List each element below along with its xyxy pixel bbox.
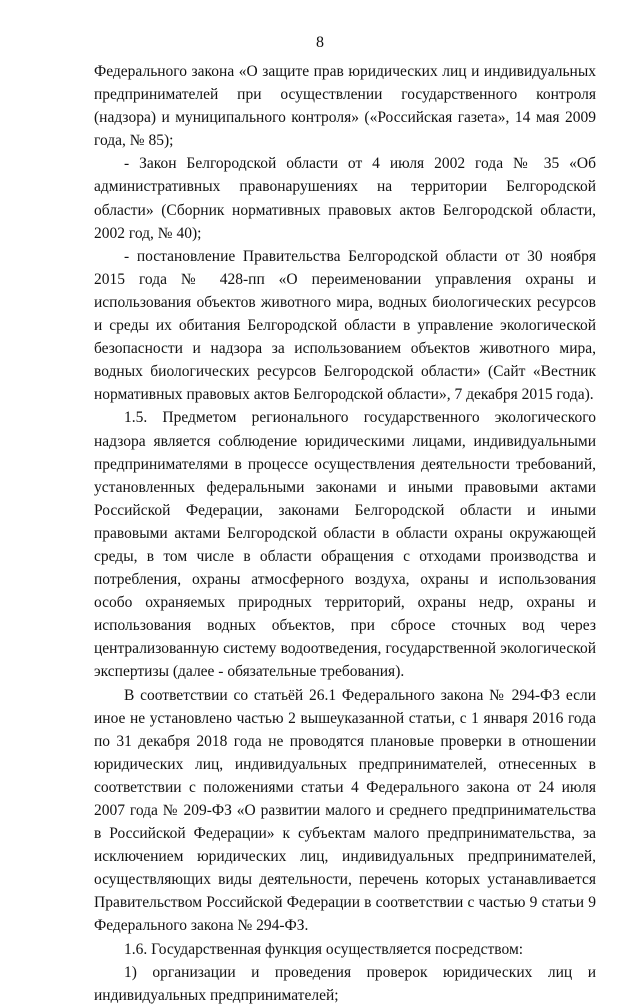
paragraph-article-26-1: В соответствии со статьёй 26.1 Федерального закона № 294-ФЗ если иное не установлено частью 2 вышеуказанной статьи, с 1 января 2016 года по 31 декабря 2018 года не проводятся плановые проверки в отношении юридических лиц, индивидуальных предпринимателей, отнесенных в соответствии с положениями статьи 4 Федерального закона от 24 июля 2007 года № 209-ФЗ «О развитии малого и среднего предпринимательства в Российской Федерации» к субъектам малого предпринимательства, за исключением юридических лиц, индивидуальных предпринимателей, осуществляющих виды деятельности, перечень которых устанавливается Правительством Российской Федерации в соответствии с частью 9 статьи 9 Федерального закона № 294-ФЗ. — [94, 686, 596, 935]
paragraph-government-resolution-428: - постановление Правительства Белгородской области от 30 ноября 2015 года № 428-пп «О переименовании управления охраны и использования объектов животного мира, водных биологических ресурсов и среды их обитания Белгородской области в управление экологической безопасности и надзора за использованием объектов животного мира, водных биологических ресурсов Белгородской области» (Сайт «Вестник нормативных правовых актов Белгородской области», 7 декабря 2015 года). — [94, 247, 596, 404]
paragraph-item-1: 1) организации и проведения проверок юридических лиц и индивидуальных предпринимателей; — [94, 963, 596, 1004]
paragraph-section-1-5: 1.5. Предметом регионального государственного экологического надзора является соблюдение юридическими лицами, индивидуальными предпринимателями в процессе осуществления деятельности требований, установленных федеральными законами и иными правовыми актами Российской Федерации, законами Белгородской области и иными правовыми актами Белгородской области в области охраны окружающей среды, в том числе в области обращения с отходами производства и потребления, охраны атмосферного воздуха, охраны и использования особо охраняемых природных территорий, охраны недр, охраны и использования водных объектов, при сбросе сточных вод через централизованную систему водоотведения, государственной экологической экспертизы (далее - обязательные требования). — [94, 409, 596, 681]
document-body — [94, 60, 596, 1007]
paragraph-law-reference-continuation: Федерального закона «О защите прав юридических лиц и индивидуальных предпринимателей при осуществлении государственного контроля (надзора) и муниципального контроля» («Российская газета», 14 мая 2009 года, № 85); — [94, 63, 596, 150]
page-number: 8 — [316, 34, 324, 51]
paragraph-section-1-6: 1.6. Государственная функция осуществляется посредством: — [124, 940, 524, 958]
paragraph-belgorod-law-35: - Закон Белгородской области от 4 июля 2002 года № 35 «Об административных правонарушениях на территории Белгородской области» (Сборник нормативных правовых актов Белгородской области, 2002 год, № 40); — [94, 155, 596, 242]
